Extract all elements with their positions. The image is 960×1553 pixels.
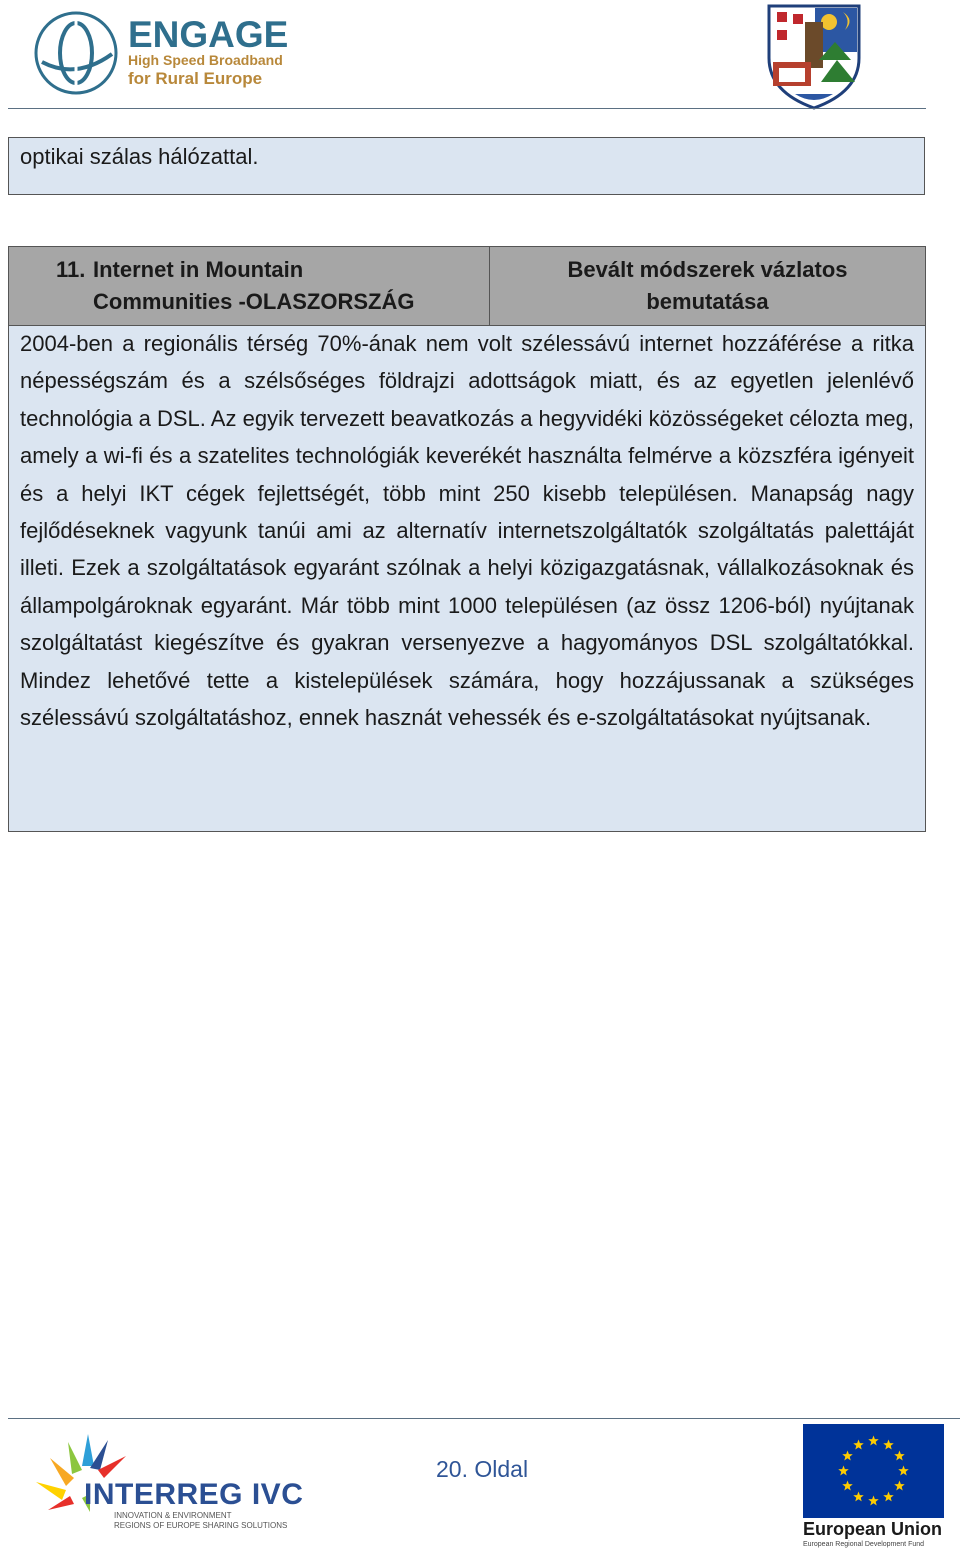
eu-logo-subtitle: European Regional Development Fund xyxy=(803,1541,925,1548)
header-label-line2: bemutatása xyxy=(646,289,769,314)
header-label-line1: Bevált módszerek vázlatos xyxy=(567,257,848,282)
engage-logo-tagline: for Rural Europe xyxy=(128,69,263,88)
item-title-line2: Communities -OLASZORSZÁG xyxy=(93,289,415,314)
table-header-title-cell xyxy=(9,247,490,325)
interreg-logo-sub2: REGIONS OF EUROPE SHARING SOLUTIONS xyxy=(114,1521,288,1530)
footer-divider xyxy=(8,1418,960,1419)
table-header-row xyxy=(9,247,925,326)
eu-logo-title: European Union xyxy=(803,1519,942,1539)
table-body-paragraph: 2004-ben a regionális térség 70%-ának nem volt szélessávú internet hozzáférése a ritka népességszám és a szélsőséges földrajzi adottságok miatt, és az egyetlen jelenlévő technológia a DSL. Az egyik tervezett beavatkozás a hegyvidéki közösségeket célozta meg, amely a wi-fi és a szatelites technológiák keverékét használta felmérve a közszféra igényeit és a helyi IKT cégek fejlettségét, több mint 250 kisebb településen. Manapság nagy fejlődéseknek vagyunk tanúi ami az alternatív internetszolgáltatók szolgáltatás palettáját illeti. Ezek a szolgáltatások egyaránt szólnak a helyi közigazgatásnak, vállalkozásoknak és állampolgároknak egyaránt. Már több mint 1000 településen (az össz 1206-ból) nyújtanak szolgáltatást kiegészítve és gyakran versenyezve a hagyományos DSL szolgáltatókkal. Mindez lehetővé tette a kistelepülések számára, hogy hozzájussanak a szükséges szélessávú szolgáltatáshoz, ennek hasznát vehessék és e-szolgáltatásokat nyújtsanak. xyxy=(20,331,914,731)
best-practice-table xyxy=(8,246,926,832)
engage-logo-title: ENGAGE xyxy=(128,14,289,55)
county-crest-icon xyxy=(765,2,863,110)
item-title-line1: Internet in Mountain xyxy=(93,257,304,282)
header-divider xyxy=(8,108,926,109)
item-number: 11. xyxy=(56,257,86,282)
interreg-logo-title: INTERREG IVC xyxy=(84,1478,304,1511)
continuation-box xyxy=(8,137,925,195)
continuation-text: optikai szálas hálózattal. xyxy=(20,144,259,169)
table-header-label-cell xyxy=(490,247,925,325)
engage-logo-subtitle: High Speed Broadband xyxy=(128,52,283,68)
page-number: 20. Oldal xyxy=(436,1456,529,1482)
interreg-logo-sub1: INNOVATION & ENVIRONMENT xyxy=(114,1511,232,1520)
eu-flag-icon xyxy=(803,1424,944,1518)
